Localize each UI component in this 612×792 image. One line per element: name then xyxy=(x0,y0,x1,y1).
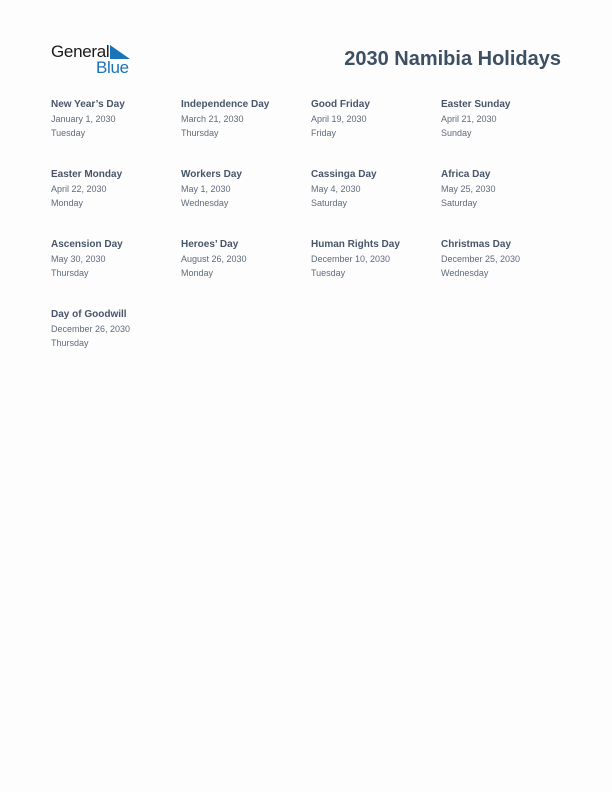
holiday-name: Independence Day xyxy=(181,99,270,110)
holiday-grid xyxy=(51,98,571,378)
holiday-date: May 30, 2030 xyxy=(51,254,106,264)
holiday-item xyxy=(181,168,309,210)
holiday-weekday: Wednesday xyxy=(441,268,489,278)
holiday-name: Workers Day xyxy=(181,169,242,180)
holiday-date: March 21, 2030 xyxy=(181,114,244,124)
holiday-weekday: Friday xyxy=(311,128,337,138)
logo-text-blue: Blue xyxy=(96,58,129,77)
holiday-name: Human Rights Day xyxy=(311,239,400,250)
holiday-date: August 26, 2030 xyxy=(181,254,247,264)
holiday-weekday: Thursday xyxy=(181,128,219,138)
holiday-date: May 1, 2030 xyxy=(181,184,231,194)
holiday-weekday: Tuesday xyxy=(51,128,86,138)
generalblue-logo xyxy=(50,42,140,78)
holiday-item xyxy=(311,98,439,140)
logo-text-general: General xyxy=(51,42,110,61)
holiday-name: Cassinga Day xyxy=(311,169,377,180)
page-title: 2030 Namibia Holidays xyxy=(344,48,561,70)
holiday-row xyxy=(51,308,571,378)
holiday-row xyxy=(51,98,571,168)
holiday-item xyxy=(441,98,569,140)
holiday-weekday: Thursday xyxy=(51,338,89,348)
holiday-weekday: Monday xyxy=(181,268,214,278)
holiday-item xyxy=(51,168,179,210)
holiday-weekday: Saturday xyxy=(311,198,348,208)
holiday-date: December 10, 2030 xyxy=(311,254,391,264)
holiday-date: January 1, 2030 xyxy=(51,114,116,124)
logo-triangle-icon xyxy=(110,45,130,59)
holiday-item xyxy=(311,168,439,210)
holiday-weekday: Thursday xyxy=(51,268,89,278)
holiday-date: December 26, 2030 xyxy=(51,324,131,334)
holiday-name: Ascension Day xyxy=(51,239,123,250)
holiday-row xyxy=(51,238,571,308)
holiday-weekday: Saturday xyxy=(441,198,478,208)
holiday-weekday: Tuesday xyxy=(311,268,346,278)
holiday-date: May 25, 2030 xyxy=(441,184,496,194)
holiday-item xyxy=(51,238,179,280)
holiday-row xyxy=(51,168,571,238)
holiday-weekday: Monday xyxy=(51,198,84,208)
holiday-item xyxy=(181,238,309,280)
holiday-item xyxy=(441,238,569,280)
holiday-item xyxy=(181,98,309,140)
holiday-name: Good Friday xyxy=(311,99,370,110)
holiday-name: Easter Monday xyxy=(51,169,123,180)
holiday-item xyxy=(51,98,179,140)
holiday-date: May 4, 2030 xyxy=(311,184,361,194)
holiday-name: Africa Day xyxy=(441,169,491,180)
holiday-date: April 21, 2030 xyxy=(441,114,497,124)
holiday-item xyxy=(51,308,179,350)
holiday-name: New Year’s Day xyxy=(51,99,125,110)
holiday-item xyxy=(441,168,569,210)
holiday-name: Christmas Day xyxy=(441,239,512,250)
holiday-date: December 25, 2030 xyxy=(441,254,521,264)
holiday-weekday: Wednesday xyxy=(181,198,229,208)
holiday-name: Day of Goodwill xyxy=(51,309,127,320)
holiday-date: April 19, 2030 xyxy=(311,114,367,124)
holiday-weekday: Sunday xyxy=(441,128,472,138)
holiday-item xyxy=(311,238,439,280)
holiday-name: Easter Sunday xyxy=(441,99,511,110)
holiday-name: Heroes’ Day xyxy=(181,239,239,250)
holiday-date: April 22, 2030 xyxy=(51,184,107,194)
